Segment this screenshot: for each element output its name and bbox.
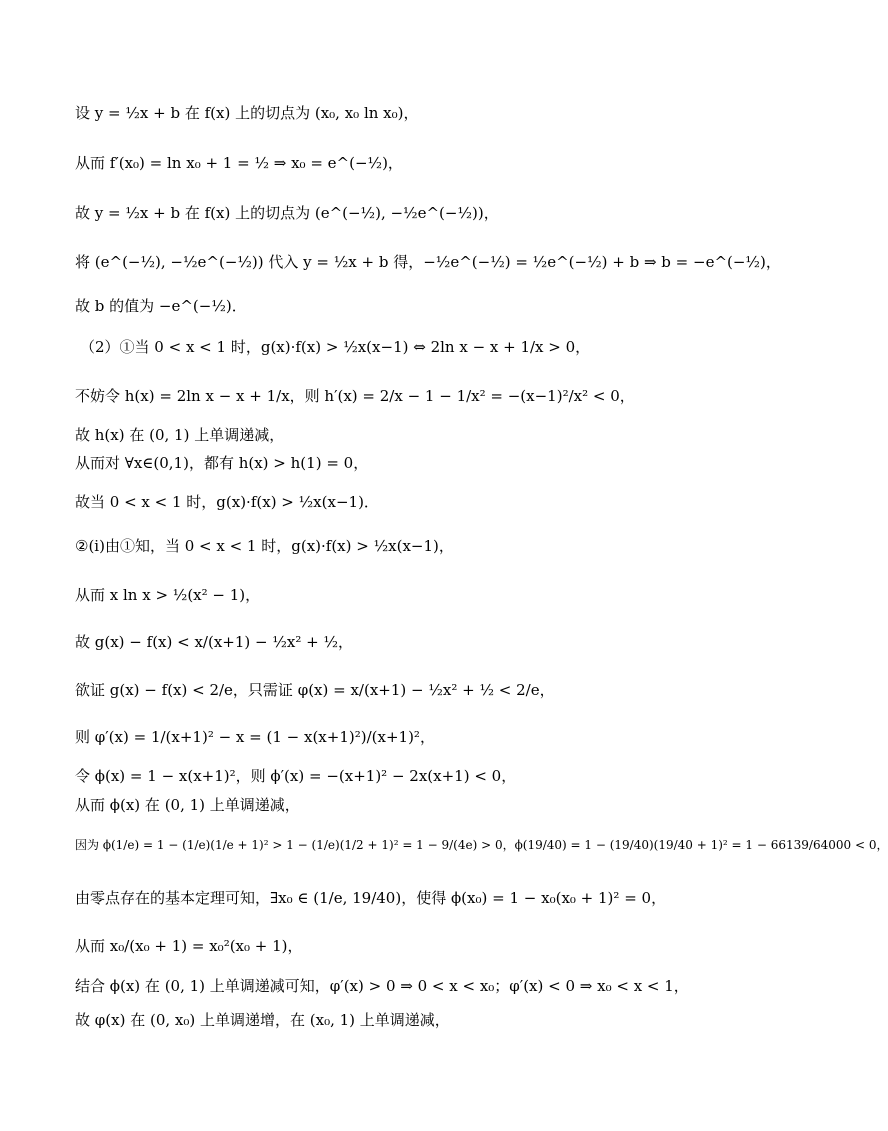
text-line: 则 φ′(x) = 1/(x+1)² − x = (1 − x(x+1)²)/(x+1)²，	[75, 728, 435, 746]
text-line: （2）①当 0 < x < 1 时，g(x)·f(x) > ½x(x−1) ⇔ 2ln x − x + 1/x > 0，	[80, 338, 591, 356]
text-line: 因为 ϕ(1/e) = 1 − (1/e)(1/e + 1)² > 1 − (1/e)(1/2 + 1)² = 1 − 9/(4e) > 0，ϕ(19/40) = 1 − (19/40)(19/40 + 1)² = 1 − 66139/64000 < 0，	[75, 838, 888, 852]
text-line: 令 ϕ(x) = 1 − x(x+1)²，则 ϕ′(x) = −(x+1)² − 2x(x+1) < 0，	[75, 767, 517, 785]
text-line: 从而 ϕ(x) 在 (0, 1) 上单调递减，	[75, 796, 300, 814]
text-line: 不妨令 h(x) = 2ln x − x + 1/x，则 h′(x) = 2/x − 1 − 1/x² = −(x−1)²/x² < 0，	[75, 387, 635, 405]
text-line: 欲证 g(x) − f(x) < 2/e，只需证 φ(x) = x/(x+1) − ½x² + ½ < 2/e，	[75, 681, 555, 699]
text-line: 故 g(x) − f(x) < x/(x+1) − ½x² + ½，	[75, 633, 354, 651]
text-line: ②(i)由①知，当 0 < x < 1 时，g(x)·f(x) > ½x(x−1)，	[75, 537, 454, 555]
text-line: 故当 0 < x < 1 时，g(x)·f(x) > ½x(x−1)．	[75, 493, 379, 511]
text-line: 将 (e^(−½), −½e^(−½)) 代入 y = ½x + b 得，−½e^(−½) = ½e^(−½) + b ⇒ b = −e^(−½)，	[75, 253, 781, 271]
text-line: 从而 x₀/(x₀ + 1) = x₀²(x₀ + 1)，	[75, 937, 303, 955]
text-line: 从而对 ∀x∈(0,1)，都有 h(x) > h(1) = 0，	[75, 454, 369, 472]
text-line: 故 y = ½x + b 在 f(x) 上的切点为 (e^(−½), −½e^(−½))，	[75, 204, 499, 222]
text-line: 故 h(x) 在 (0, 1) 上单调递减，	[75, 426, 285, 444]
text-line: 设 y = ½x + b 在 f(x) 上的切点为 (x₀, x₀ ln x₀)，	[75, 104, 419, 122]
text-line: 结合 ϕ(x) 在 (0, 1) 上单调递减可知，φ′(x) > 0 ⇒ 0 < x < x₀；φ′(x) < 0 ⇒ x₀ < x < 1，	[75, 977, 689, 995]
text-line: 故 φ(x) 在 (0, x₀) 上单调递增，在 (x₀, 1) 上单调递减，	[75, 1011, 450, 1029]
text-line: 故 b 的值为 −e^(−½)．	[75, 297, 247, 315]
text-line: 由零点存在的基本定理可知，∃x₀ ∈ (1/e, 19/40)，使得 ϕ(x₀) = 1 − x₀(x₀ + 1)² = 0，	[75, 889, 667, 907]
text-line: 从而 x ln x > ½(x² − 1)，	[75, 586, 261, 604]
text-line: 从而 f′(x₀) = ln x₀ + 1 = ½ ⇒ x₀ = e^(−½)，	[75, 154, 403, 172]
